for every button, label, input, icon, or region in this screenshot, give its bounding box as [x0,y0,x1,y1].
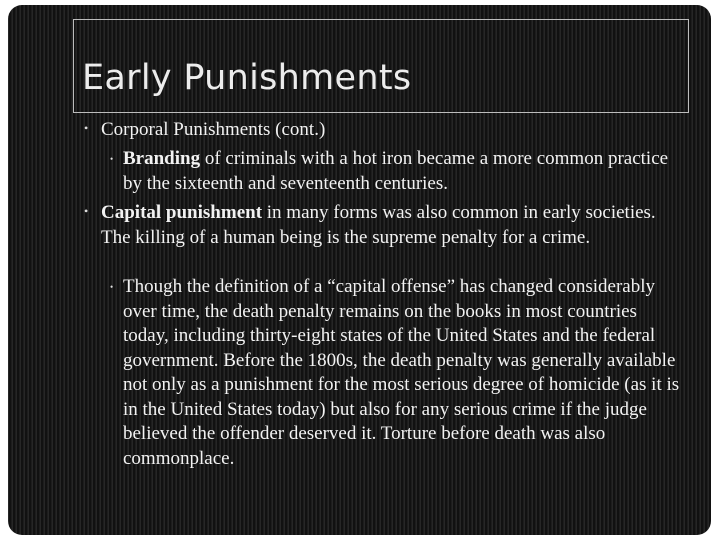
bullet-text: in many forms was also common in early societies. The killing of a human being is the supreme penalty for a crime. [101,202,656,248]
bullet-text: Though the definition of a “capital offense” has changed considerably over time, the death penalty remains on the books in most countries today, including thirty-eight states of the United States and the federal government. Before the 1800s, the death penalty was generally available not only as a punishment for the most serious degree of homicide (as it is in the United States today) but also for any serious crime if the judge believed the offender deserved it. Torture before death was also commonplace. [123,276,680,469]
bullet-bold-term: Capital punishment [101,202,263,223]
bullet-capital [101,201,666,250]
slide-title: Early Punishments [82,58,412,98]
bullet-bold-term: Branding [123,148,201,169]
bullet-branding [123,147,688,196]
bullet-icon: • [110,154,114,164]
bullet-death-penalty [123,275,683,471]
bullet-icon: • [110,282,114,292]
bullet-icon: • [84,121,89,135]
bullet-text: Corporal Punishments (cont.) [101,119,326,140]
bullet-icon: • [84,204,89,218]
bullet-corporal [101,118,681,143]
bullet-text: of criminals with a hot iron became a more common practice by the sixteenth and seventeenth centuries. [123,148,669,194]
